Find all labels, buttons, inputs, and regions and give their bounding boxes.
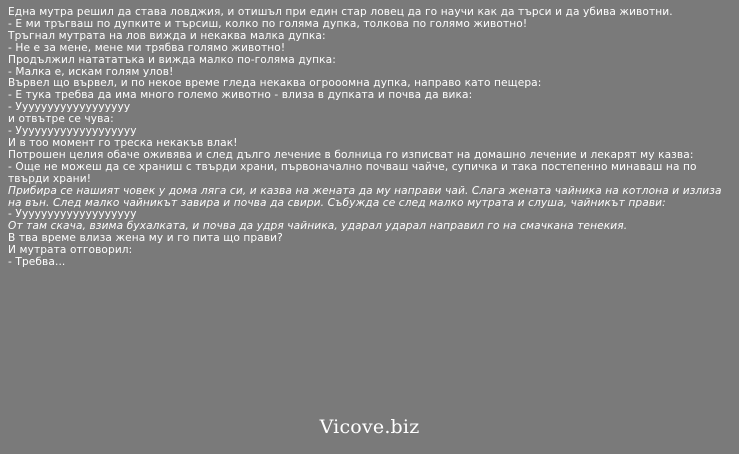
joke-line: Потрошен целия обаче оживява и след дълго лечение в болница го изписват на домашно лечение и лекарят му казва:	[8, 148, 694, 161]
joke-line: - Още не можеш да се храниш с твърди храни, първоначално почваш чайче, супичка и така постепенно минаваш на по твърди храни!	[8, 160, 697, 185]
joke-line: И в тоо момент го треска некакъв влак!	[8, 136, 238, 149]
joke-line: - Не е за мене, мене ми трябва голямо животно!	[8, 41, 286, 54]
joke-line: - Уууууууууууууууууу	[8, 101, 131, 114]
joke-line: Прибира се нашият човек у дома ляга си, и казва на жената да му направи чай. Слага жената чайника на котлона и излиза на вън. След малко чайникът завира и почва да свири. Събужда се след малко мутрата и слуша, чайникът прави:	[8, 184, 722, 209]
joke-line: Вървел що вървел, и по некое време гледа некаква огрооомна дупка, направо като пещера:	[8, 77, 542, 90]
joke-line: Една мутра решил да става ловджия, и отишъл при един стар ловец да го научи как да търси и да убива животни.	[8, 6, 673, 18]
joke-line: - Малка е, искам голям улов!	[8, 65, 174, 78]
joke-line: и отвътре се чува:	[8, 113, 114, 126]
joke-line: - Ууууууууууууууууууу	[8, 208, 137, 221]
joke-line: - Е ми тръгваш по дупките и търсиш, колко по голяма дупка, толкова по голямо животно!	[8, 17, 528, 30]
joke-line: От там скача, взима бухалката, и почва да удря чайника, ударал ударал направил го на смачкана тенекия.	[8, 220, 628, 233]
joke-line: Тръгнал мутрата на лов вижда и некаква малка дупка:	[8, 29, 326, 42]
joke-line: Продължил натататъка и вижда малко по-голяма дупка:	[8, 53, 336, 66]
joke-line: - Требва...	[8, 256, 66, 269]
joke-line: - Е тука требва да има много големо животно - влиза в дупката и почва да вика:	[8, 89, 473, 102]
site-watermark: Vicove.biz	[319, 416, 420, 438]
joke-line: В тва време влиза жена му и го пита що прави?	[8, 232, 283, 245]
joke-text-block	[8, 7, 732, 269]
joke-line: - Ууууууууууууууууууу	[8, 125, 137, 138]
joke-line: И мутрата отговорил:	[8, 244, 133, 257]
